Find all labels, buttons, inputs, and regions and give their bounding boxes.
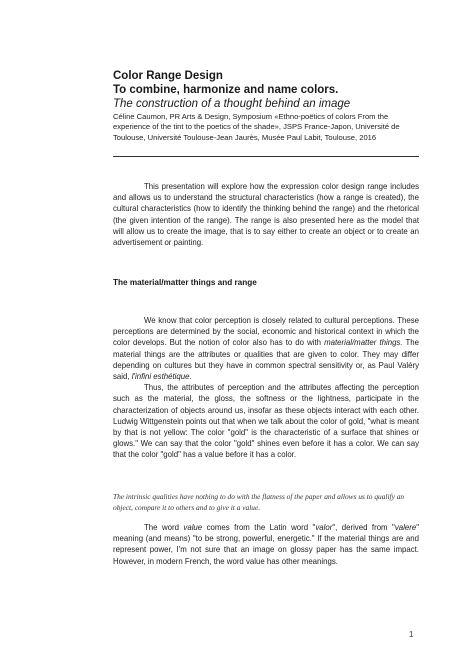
emphasis-material-things: material/matter things. — [324, 338, 403, 348]
emphasis-infini-esthetique: l'infini esthétique — [131, 372, 190, 382]
header-divider — [113, 156, 419, 157]
emphasis-valere: valere — [394, 523, 417, 532]
text-run: ", derived from " — [332, 523, 395, 532]
author-credit: Céline Caumon, PR Arts & Design, Symposium «Ethno-poëtics of colors From the experience of the tint to the poetics of the shade», JSPS France-Japon, Université de Toulouse, Université Toulouse-Jean Jaurès, Musée Paul Labit, Toulouse, 2016 — [113, 112, 400, 142]
title-line-1: Color Range Design — [113, 70, 223, 82]
material-paragraph-1 — [113, 315, 419, 382]
italic-quote: The intrinsic qualities have nothing to do with the flatness of the paper and allows us to qualify an object, compare it to others and to give it a value. — [113, 492, 405, 512]
emphasis-value: value — [183, 523, 203, 532]
emphasis-valor: valor — [315, 523, 333, 532]
value-section — [113, 522, 419, 567]
material-paragraph-2: Thus, the attributes of perception and the attributes affecting the perception such as the material, the gloss, the softness or the lightness, participate in the characterization of objects around us, insofar as these objects interact with each other. Ludwig Wittgenstein points out that when we talk about the color of gold, "what is meant by that is not yellow: The color "gold" is the characteristic of a surface that shines or glows." We can say that the color "gold" shines even before it has a color. We can say that the color "gold" has a value before it has a color. — [113, 383, 419, 460]
subtitle: The construction of a thought behind an image — [113, 98, 351, 110]
text-run: We know that color perception is closely related to cultural perceptions. These perceptions are determined by the social, economic and historical context in which the color develops. But the notion of color also has to do with — [113, 316, 419, 348]
section-heading: The material/matter things and range — [113, 278, 257, 287]
page-number: 1 — [409, 630, 414, 639]
intro-section — [113, 181, 419, 248]
text-run: The material things are the attributes or qualities that are given to color. They may differ depending on cultures but they have in common spectral sensitivity or, as Paul Valéry said, — [113, 338, 419, 382]
title-line-2: To combine, harmonize and name colors. — [113, 84, 339, 96]
text-run: " meaning (and means) "to be strong, powerful, energetic." If the material things are and represent power, I'm not sure that an image on glossy paper has the same impact. However, in modern French, the word value has other meanings. — [113, 523, 419, 566]
text-run: comes from the Latin word " — [202, 523, 316, 532]
value-paragraph — [113, 522, 419, 567]
material-section — [113, 315, 419, 461]
text-run: . — [189, 372, 192, 382]
intro-paragraph: This presentation will explore how the expression color design range includes and allows us to understand the structural characteristics (how a range is created), the cultural characteristics (how to identify the thinking behind the range) and the rhetorical (the given intention of the range). The range is also presented here as the model that will allow us to create the image, that is to say either to create an object or to create an advertisement or painting. — [113, 182, 419, 248]
text-run: The word — [144, 523, 184, 532]
paper-header — [113, 69, 418, 143]
